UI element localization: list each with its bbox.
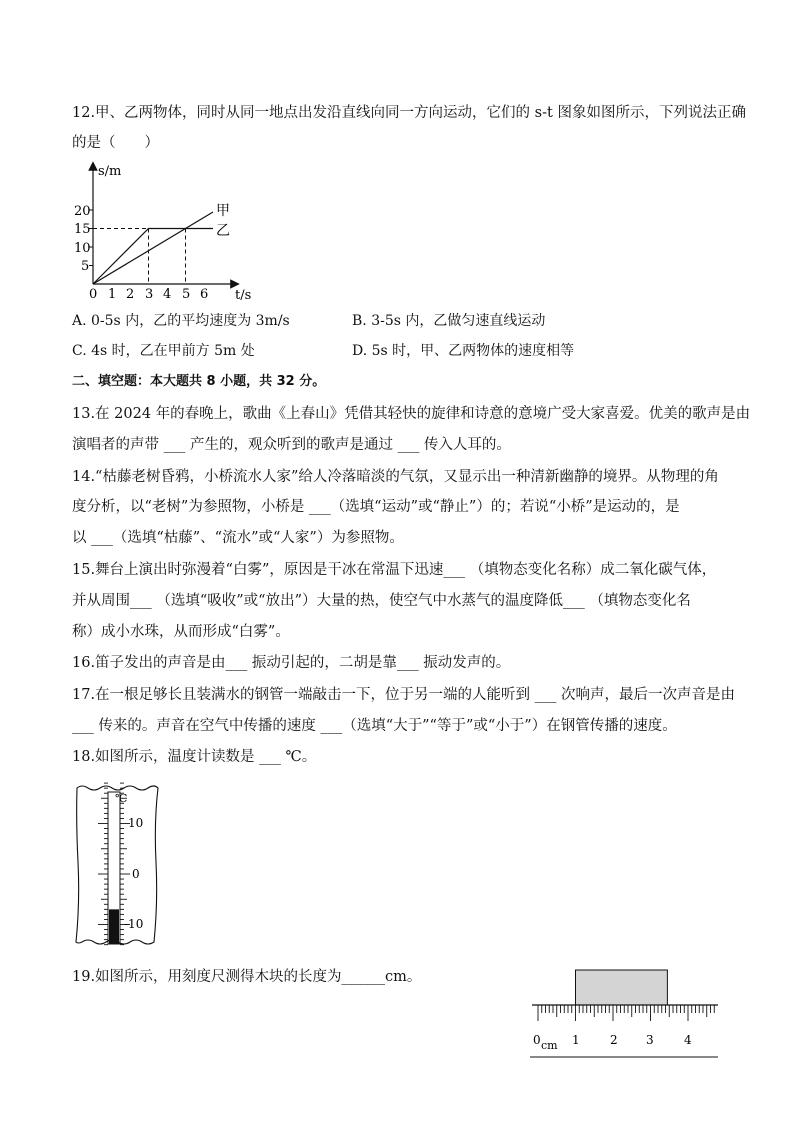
y-tick-15: 15	[74, 222, 91, 237]
q12-option-d[interactable]: D. 5s 时，甲、乙两物体的速度相等	[352, 343, 575, 359]
thermometer-liquid	[109, 909, 119, 944]
x-tick-4: 4	[163, 287, 172, 300]
q12-option-c[interactable]: C. 4s 时，乙在甲前方 5m 处	[72, 343, 255, 359]
label-yi: 乙	[216, 223, 230, 239]
q12-st-graph	[70, 160, 270, 300]
x-ticks	[89, 287, 208, 300]
q18-line: 18.如图所示，温度计读数是 ___ ℃。	[72, 749, 317, 765]
ruler-label-2: 2	[610, 1033, 618, 1047]
x-tick-3: 3	[145, 287, 154, 300]
q13-line2: 演唱者的声带 ___ 产生的，观众听到的歌声是通过 ___ 传入人耳的。	[72, 437, 511, 453]
thermometer-figure	[72, 782, 164, 952]
thermometer-label-0: 0	[132, 867, 140, 881]
q15-line3: 称）成小水珠，从而形成“白雾”。	[72, 624, 290, 640]
thermometer-label-10: 10	[128, 816, 144, 830]
ruler-label-0: 0	[533, 1033, 541, 1047]
ruler-figure	[528, 965, 728, 1065]
x-axis-label: t/s	[235, 288, 252, 300]
wood-block	[576, 970, 668, 1005]
q19-line: 19.如图所示，用刻度尺测得木块的长度为______cm。	[72, 969, 422, 985]
q16-line: 16.笛子发出的声音是由___ 振动引起的，二胡是靠___ 振动发声的。	[72, 655, 511, 671]
q14-line2: 度分析，以“老树”为参照物，小桥是 ___（选填“运动”或“静止”）的；若说“小桥”是运动的，是	[72, 499, 680, 515]
x-tick-2: 2	[126, 287, 135, 300]
line-jia	[93, 212, 213, 284]
q13-line1: 13.在 2024 年的春晚上，歌曲《上春山》凭借其轻快的旋律和诗意的意境广受大家喜爱。优美的歌声是由	[72, 406, 751, 422]
section-heading: 二、填空题：本大题共 8 小题，共 32 分。	[72, 374, 326, 389]
q14-line3: 以 ___（选填“枯藤”、“流水”或“人家”）为参照物。	[72, 530, 404, 546]
x-tick-0: 0	[89, 287, 98, 300]
q12-option-a[interactable]: A. 0-5s 内，乙的平均速度为 3m/s	[72, 313, 290, 329]
y-ticks	[74, 204, 93, 274]
x-tick-1: 1	[108, 287, 117, 300]
q15-line2: 并从周围___ （选填“吸收”或“放出”）大量的热，使空气中水蒸气的温度降低___ （填物态变化名	[72, 593, 691, 609]
q12-stem-line1: 12.甲、乙两物体，同时从同一地点出发沿直线向同一方向运动，它们的 s-t 图象如图所示，下列说法正确	[72, 105, 746, 121]
y-axis-label: s/m	[98, 164, 122, 179]
q17-line1: 17.在一根足够长且装满水的钢管一端敲击一下，位于另一端的人能听到 ___ 次响声，最后一次声音是由	[72, 687, 736, 703]
ruler-unit: cm	[541, 1039, 558, 1052]
q12-stem-line2: 的是（ ）	[72, 135, 159, 151]
ruler-label-3: 3	[646, 1033, 654, 1047]
line-yi	[93, 229, 213, 285]
y-tick-10: 10	[74, 241, 91, 256]
thermometer-unit: ℃	[115, 792, 128, 805]
ruler-ticks	[538, 1005, 714, 1021]
ruler-label-4: 4	[684, 1033, 692, 1047]
y-tick-5: 5	[81, 259, 90, 274]
ruler-label-1: 1	[572, 1033, 580, 1047]
q15-line1: 15.舞台上演出时弥漫着“白雾”，原因是干冰在常温下迅速___ （填物态变化名称）成二氧化碳气体，	[72, 562, 717, 578]
y-tick-20: 20	[74, 204, 91, 219]
q14-line1: 14.“枯藤老树昏鸦，小桥流水人家”给人冷落暗淡的气氛，又显示出一种清新幽静的境界。从物理的角	[72, 469, 719, 485]
thermometer-label-neg10: -10	[124, 917, 144, 931]
x-tick-6: 6	[200, 287, 209, 300]
q12-option-b[interactable]: B. 3-5s 内，乙做匀速直线运动	[352, 313, 546, 329]
q17-line2: ___ 传来的。声音在空气中传播的速度 ___（选填“大于”“等于”或“小于”）在钢管传播的速度。	[72, 718, 677, 734]
label-jia: 甲	[216, 203, 230, 219]
x-tick-5: 5	[182, 287, 191, 300]
